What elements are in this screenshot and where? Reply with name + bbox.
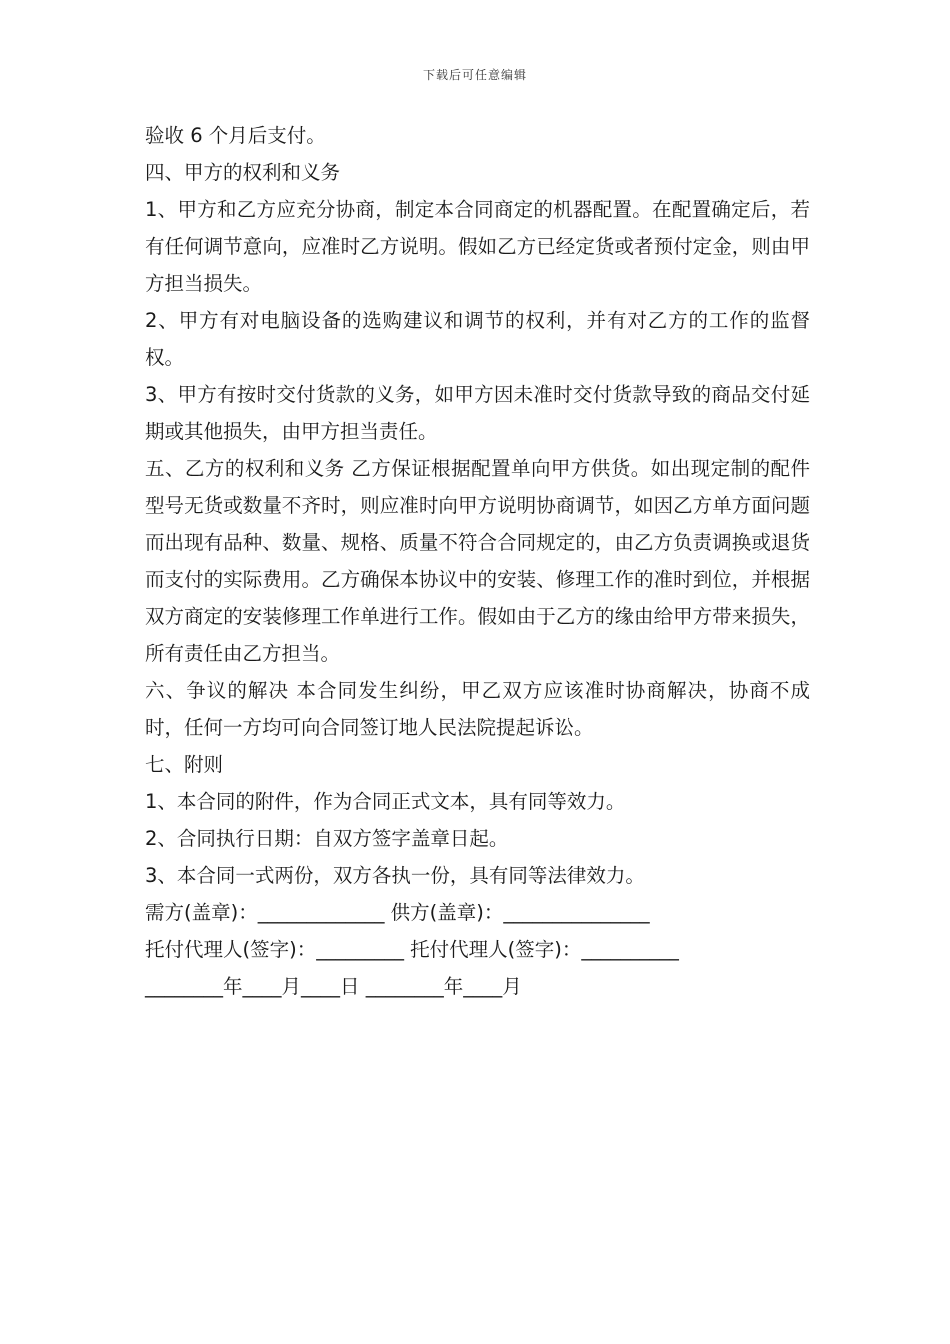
clause-supplementary-3: 3、本合同一式两份，双方各执一份，具有同等法律效力。	[145, 864, 645, 887]
clause-supplementary-2: 2、合同执行日期：自双方签字盖章日起。	[145, 827, 509, 850]
signature-line-agents: 托付代理人(签字)：_________ 托付代理人(签字)：__________	[145, 938, 679, 961]
clause-supplementary-1: 1、本合同的附件，作为合同正式文本，具有同等效力。	[145, 790, 626, 813]
signature-line-dates: ________年____月____日 ________年____月	[145, 975, 522, 998]
section-dispute-resolution: 六、争议的解决 本合同发生纠纷，甲乙双方应该准时协商解决，协商不成时，任何一方均可向合同签订地人民法院提起诉讼。	[145, 679, 810, 739]
paragraph-acceptance-payment: 验收 6 个月后支付。	[145, 124, 326, 147]
section-heading-party-a-rights: 四、甲方的权利和义务	[145, 161, 341, 184]
document-body	[145, 117, 810, 1005]
clause-a-3: 3、甲方有按时交付货款的义务，如甲方因未准时交付货款导致的商品交付延期或其他损失，由甲方担当责任。	[145, 383, 810, 443]
signature-line-seals: 需方(盖章)：_____________ 供方(盖章)：_______________	[145, 901, 650, 924]
clause-a-2: 2、甲方有对电脑设备的选购建议和调节的权利，并有对乙方的工作的监督权。	[145, 309, 810, 369]
section-party-b-rights: 五、乙方的权利和义务 乙方保证根据配置单向甲方供货。如出现定制的配件型号无货或数量不齐时，则应准时向甲方说明协商调节，如因乙方单方面问题而出现有品种、数量、规格、质量不符合合同规定的，由乙方负责调换或退货而支付的实际费用。乙方确保本协议中的安装、修理工作的准时到位，并根据双方商定的安装修理工作单进行工作。假如由于乙方的缘由给甲方带来损失，所有责任由乙方担当。	[145, 457, 810, 665]
section-heading-supplementary: 七、附则	[145, 753, 224, 776]
page-header: 下载后可任意编辑	[422, 68, 527, 82]
clause-a-1: 1、甲方和乙方应充分协商，制定本合同商定的机器配置。在配置确定后，若有任何调节意向，应准时乙方说明。假如乙方已经定货或者预付定金，则由甲方担当损失。	[145, 198, 810, 295]
